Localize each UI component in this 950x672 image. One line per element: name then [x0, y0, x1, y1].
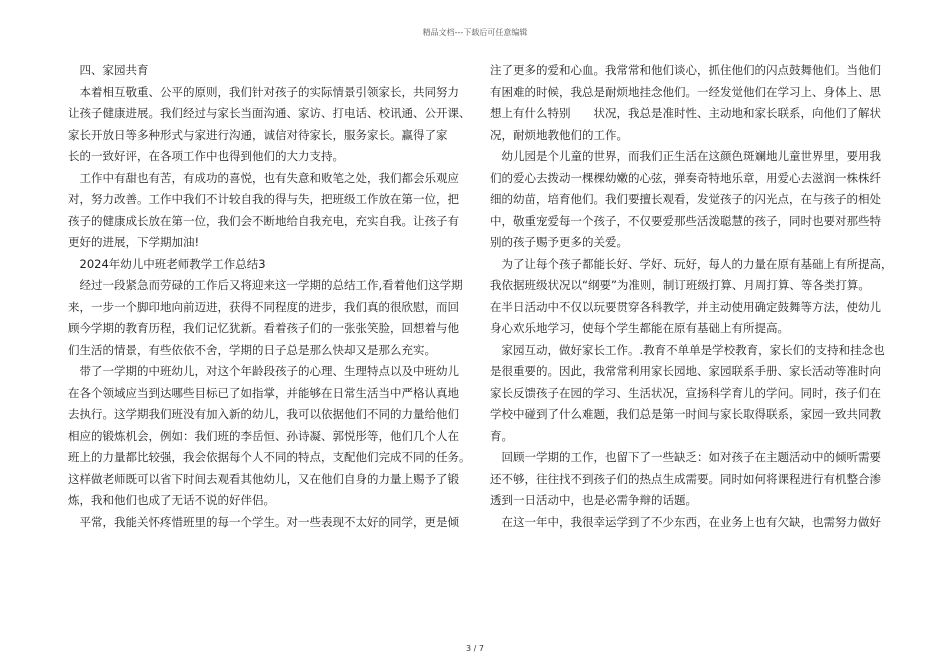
right-column-line: 幼儿园是个儿童的世界，而我们正生活在这颜色斑斓地儿童世界里，要用我 [490, 149, 881, 163]
left-column-line: 让孩子健康进展。我们经过与家长当面沟通、家访、打电话、校讯通、公开课、 [68, 106, 471, 120]
left-column-line: 去执行。这学期我们班没有加入新的幼儿，我可以依据他们不同的力量给他们 [68, 407, 459, 421]
right-column-line: 想上有什么特别 状况，我总是准时性、主动地和家长联系，向他们了解状 [490, 106, 881, 120]
left-column-line: 工作中有甜也有苦，有成功的喜悦，也有失意和败笔之处，我们都会乐观应 [68, 170, 459, 185]
right-column-line: 还不够，往往找不到孩子们的热点生成需要。同时如何将课程进行有机整合渗 [490, 471, 881, 486]
right-column-line: 们的爱心去拨动一棵棵幼嫩的心弦，弹奏奇特地乐章，用爱心去滋润一株株纤 [490, 170, 881, 185]
right-column-line: 别的孩子赐予更多的关爱。 [490, 235, 628, 249]
left-column-line: 家长开放日等多种形式与家进行沟通，诚信对待家长，服务家长。赢得了家 [68, 127, 448, 142]
left-column-line: 平常，我能关怀疼惜班里的每一个学生。对一些表现不太好的同学，更是倾 [68, 514, 459, 529]
left-column-line: 炼，我和他们也成了无话不说的好伴侣。 [68, 493, 275, 507]
page-header: 精品文档---下载后可任意编辑 [422, 28, 528, 37]
right-column [490, 60, 893, 533]
right-column-line: 在这一年中，我很幸运学到了不少东西，在业务上也有欠缺，也需努力做好 [490, 514, 881, 529]
right-column-line: 育。 [490, 428, 513, 443]
left-column-line: 孩子的健康成长放在第一位，我们会不断地给自我充电，充实自我。让孩子有 [68, 213, 459, 228]
left-column-line: 来，一步一个脚印地向前迈进，获得不同程度的进步，我们真的很欣慰，而回 [68, 299, 459, 314]
left-column-line: 2024年幼儿中班老师教学工作总结3 [68, 256, 266, 271]
right-column-line: 注了更多的爱和心血。我常常和他们谈心，抓住他们的闪点鼓舞他们。当他们 [490, 63, 881, 77]
left-column-line: 们生活的情景，有些依依不舍，学期的日子总是那么快却又是那么充实。 [68, 342, 436, 357]
left-column [68, 60, 471, 533]
left-column-line: 相应的锻炼机会，例如：我们班的李岳恒、孙诗凝、郭悦彤等，他们几个人在 [68, 428, 459, 443]
left-column-line: 长的一致好评，在各项工作中也得到他们的大力支持。 [68, 149, 344, 163]
right-column-line: 有困难的时候，我总是耐烦地挂念他们。一经发觉他们在学习上、身体上、思 [490, 84, 881, 99]
right-column-line: 透到一日活动中，也是必需争辩的话题。 [490, 493, 697, 507]
right-column-line: 在半日活动中不仅以玩要贯穿各科教学，并主动使用确定鼓舞等方法，使幼儿 [490, 299, 881, 314]
right-column-line: 细的幼苗，培育他们。我们要擅长观看，发觉孩子的闪光点，在与孩子的相处 [490, 192, 881, 206]
right-column-line: 学校中碰到了什么难题，我们总是第一时间与家长取得联系，家园一致共同教 [490, 407, 881, 421]
page-number: 3 / 7 [466, 644, 484, 653]
right-column-line: 我依据班级状况以“纲要”为准则，制订班级打算、月周打算、等各类打算。 [490, 278, 870, 292]
left-column-line: 带了一学期的中班幼儿，对这个年龄段孩子的心理、生理特点以及中班幼儿 [68, 364, 459, 378]
left-column-line: 四、家园共育 [68, 63, 149, 77]
left-column-line: 班上的力量都比较强，我会依据每个人不同的特点，支配他们完成不同的任务。 [68, 450, 471, 464]
left-column-line: 更好的进展，下学期加油! [68, 235, 200, 249]
right-column-line: 为了让每个孩子都能长好、学好、玩好，每人的力量在原有基础上有所提高， [490, 256, 893, 271]
left-column-line: 本着相互敬重、公平的原则，我们针对孩子的实际情景引领家长，共同努力 [68, 84, 459, 99]
right-column-line: 家园互动，做好家长工作。.教育不单单是学校教育，家长们的支持和挂念也 [490, 342, 885, 357]
left-column-line: 这样做老师既可以省下时间去观看其他幼儿，又在他们自身的力量上赐予了锻 [68, 471, 459, 486]
left-column-line: 对，努力改善。工作中我们不计较自我的得与失，把班级工作放在第一位，把 [68, 192, 459, 206]
right-column-line: 中，敬重宠爱每一个孩子，不仅要爱那些活泼聪慧的孩子，同时也要对那些特 [490, 213, 881, 228]
left-column-line: 顾今学期的教育历程，我们记忆犹新。看着孩子们的一张张笑脸，回想着与他 [68, 321, 459, 335]
right-column-line: 况，耐烦地教他们的工作。 [490, 127, 628, 142]
right-column-line: 是很重要的。因此，我常常利用家长园地、家园联系手册、家长活动等准时向 [490, 364, 881, 378]
right-column-line: 身心欢乐地学习，使每个学生都能在原有基础上有所提高。 [490, 321, 789, 335]
right-column-line: 回顾一学期的工作，也留下了一些缺乏：如对孩子在主题活动中的倾听需要 [490, 450, 881, 464]
left-column-line: 在各个领域应当到达哪些目标已了如指掌，并能够在日常生活当中严格认真地 [68, 385, 459, 400]
right-column-line: 家长反馈孩子在园的学习、生活状况，宣扬科学育儿的学问。同时，孩子们在 [490, 385, 881, 400]
left-column-line: 经过一段紧急而劳碌的工作后又将迎来这一学期的总结工作,看着他们这学期 [68, 278, 463, 292]
